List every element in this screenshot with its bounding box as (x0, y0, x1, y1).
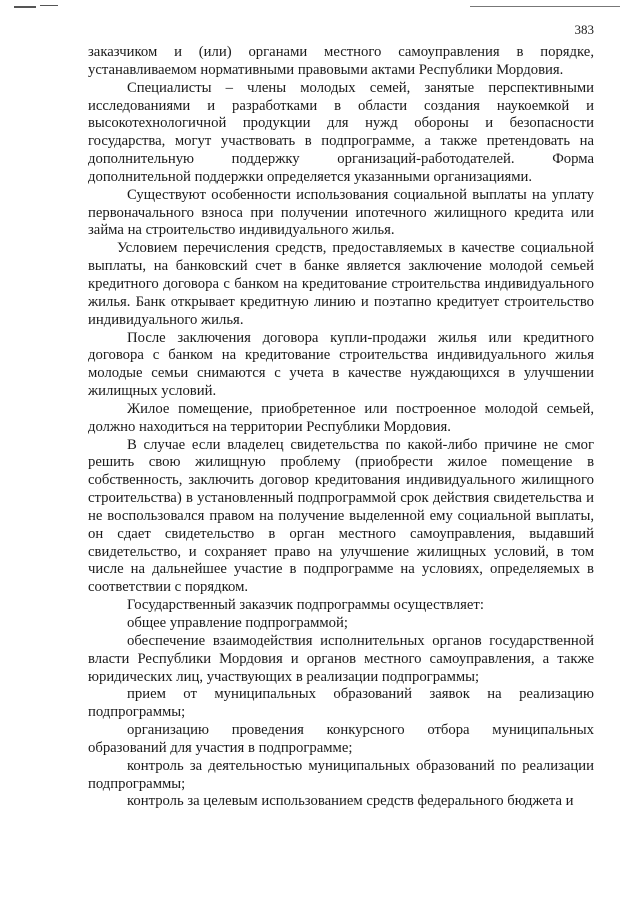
paragraph: Существуют особенности использования социальной выплаты на уплату первоначального взноса при получении ипотечного жилищного кредита или займа на строительство индивидуального жилья. (88, 186, 594, 239)
list-item: общее управление подпрограммой; (127, 615, 348, 631)
list-item: обеспечение взаимодействия исполнительных органов государственной власти Республики Мордовия и органов местного самоуправления, а также юридических лиц, участвующих в реализации подпрограммы; (88, 632, 594, 685)
paragraph: заказчиком и (или) органами местного самоуправления в порядке, устанавливаемом нормативными правовыми актами Республики Мордовия. (88, 44, 594, 78)
paragraph: После заключения договора купли-продажи жилья или кредитного договора с банком на кредитование строительства индивидуального жилья молодые семьи снимаются с учета в качестве нуждающихся в улучшении жилищных условий. (88, 329, 594, 400)
scan-mark-right (470, 6, 620, 7)
scan-mark-left-2 (40, 5, 58, 6)
scan-mark-left (14, 6, 36, 8)
document-body (88, 44, 594, 811)
page-number: 383 (574, 22, 594, 37)
list-item: прием от муниципальных образований заявок на реализацию подпрограммы; (88, 686, 594, 721)
paragraph: Жилое помещение, приобретенное или построенное молодой семьей, должно находиться на территории Республики Мордовия. (88, 400, 594, 435)
paragraph: Государственный заказчик подпрограммы осуществляет: (127, 597, 484, 614)
paragraph: Условием перечисления средств, предоставляемых в качестве социальной выплаты, на банковский счет в банке является заключение молодой семьей кредитного договора с банком на кредитование строительства индивидуального жилья. Банк открывает кредитную линию и поэтапно кредитует строительство индивидуального жилья. (88, 240, 594, 328)
list-item: контроль за деятельностью муниципальных образований по реализации подпрограммы; (88, 757, 594, 792)
list-item: организацию проведения конкурсного отбора муниципальных образований для участия в подпрограмме; (88, 722, 594, 756)
list-item: контроль за целевым использованием средств федерального бюджета и (127, 793, 574, 810)
paragraph: Специалисты – члены молодых семей, занятые перспективными исследованиями и разработками в области создания наукоемкой и высокотехнологичной продукции для нужд обороны и безопасности государства, могут участвовать в подпрограмме, а также претендовать на дополнительную поддержку организаций-работодателей. Форма дополнительной поддержки определяется указанными организациями. (88, 79, 594, 185)
paragraph: В случае если владелец свидетельства по какой-либо причине не смог решить свою жилищную проблему (приобрести жилое помещение в собственность, заключить договор кредитования индивидуального жилищного строительства) в установленный подпрограммой срок действия свидетельства и не воспользовался правом на получение выделенной ему социальной выплаты, он сдает свидетельство в орган местного самоуправления, выдавший свидетельство, и сохраняет право на улучшение жилищных условий, в том числе на дальнейшее участие в подпрограмме на условиях, определяемых в соответствии с порядком. (88, 436, 594, 596)
